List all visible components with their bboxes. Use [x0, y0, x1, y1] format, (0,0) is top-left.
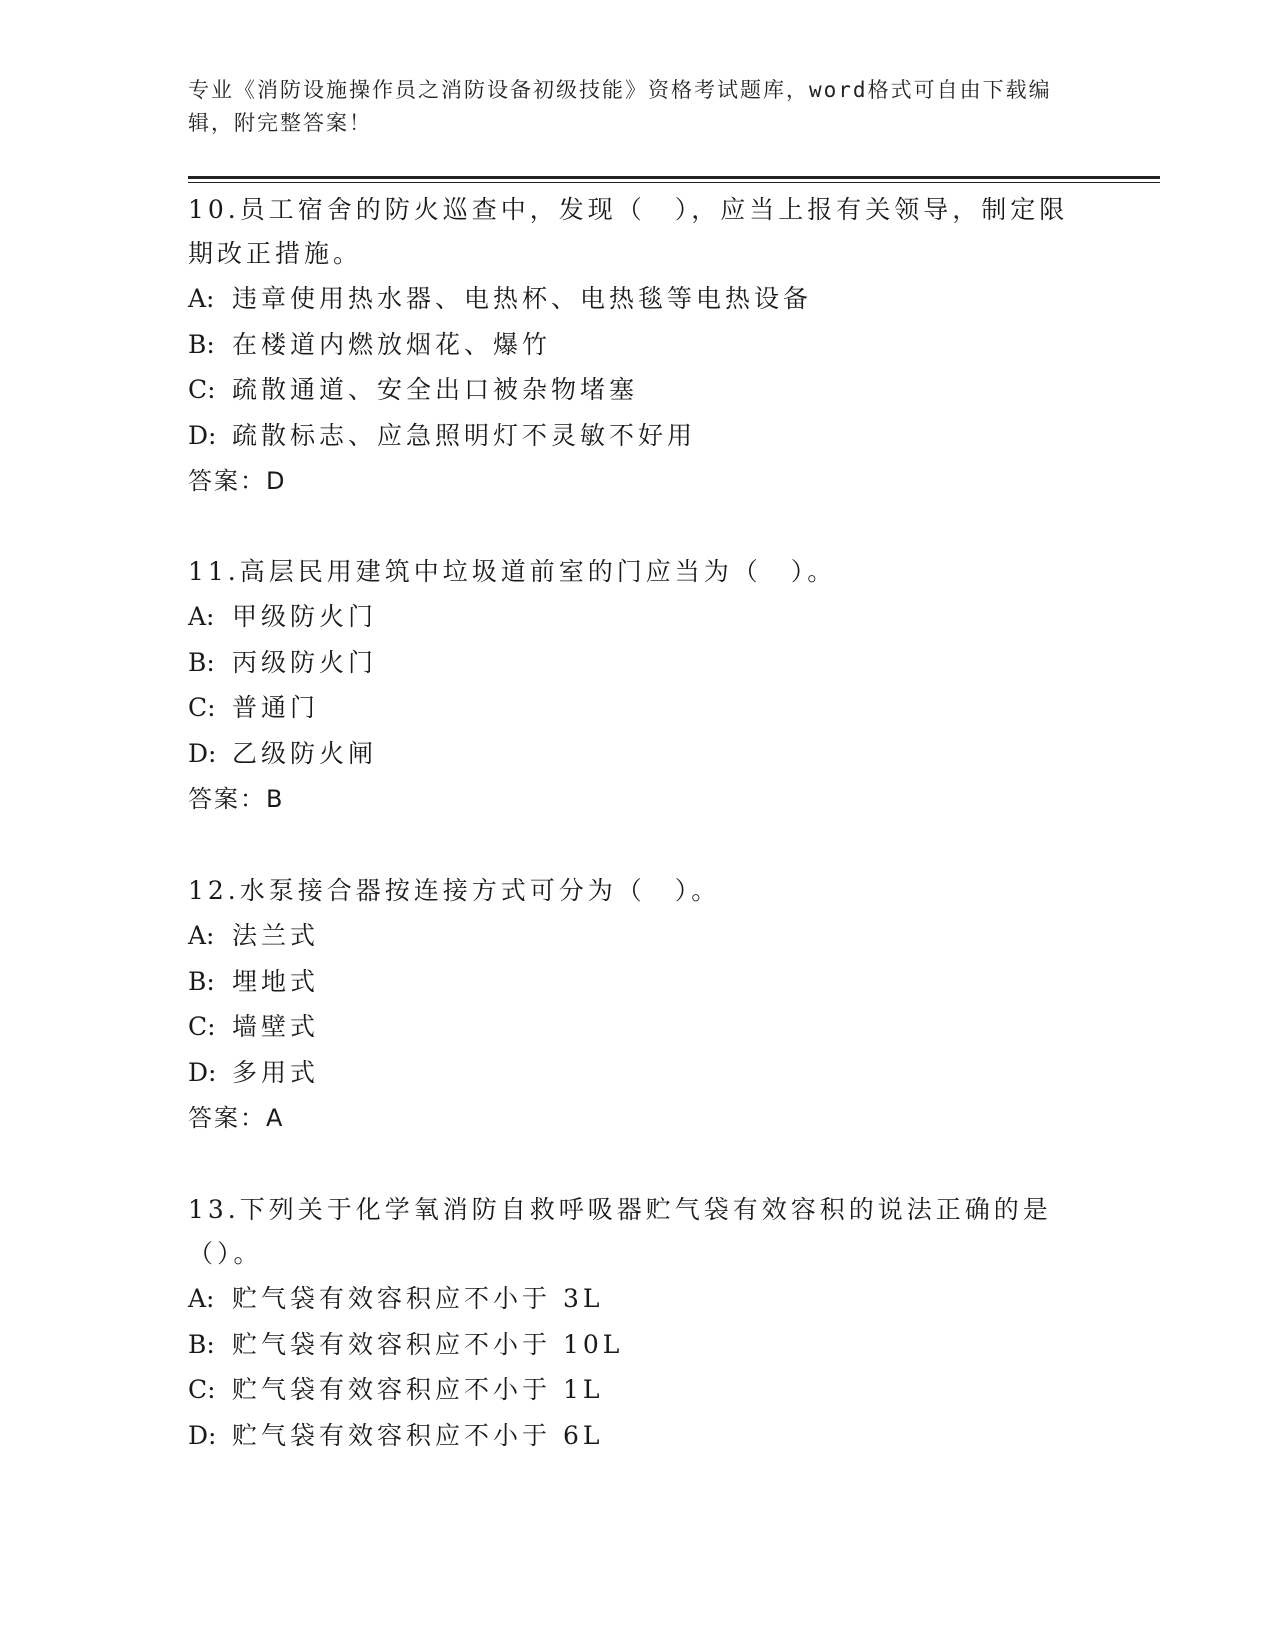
option-b: [188, 1322, 1088, 1368]
question-stem: 12.水泵接合器按连接方式可分为（ ）。: [188, 876, 721, 905]
question-11: [188, 550, 1088, 822]
option-letter: C:: [188, 1012, 216, 1041]
option-a: [188, 276, 1088, 322]
header-divider-thin: [188, 182, 1160, 183]
option-d: [188, 731, 1088, 777]
document-header: 专业《消防设施操作员之消防设备初级技能》资格考试题库，word格式可自由下载编辑，附完整答案！: [188, 78, 1052, 135]
option-letter: B:: [188, 647, 215, 677]
option-letter: C:: [188, 1375, 216, 1404]
option-d: [188, 1413, 1088, 1459]
option-letter: D:: [188, 738, 217, 768]
answer: 答案：A: [188, 1104, 285, 1132]
header-divider-thick: [188, 176, 1160, 179]
option-text: 贮气袋有效容积应不小于 10L: [232, 1329, 624, 1359]
option-letter: A:: [188, 921, 215, 950]
option-a: [188, 913, 1088, 959]
option-text: 丙级防火门: [232, 647, 378, 677]
option-c: [188, 685, 1088, 731]
option-c: [188, 1004, 1088, 1050]
option-text: 贮气袋有效容积应不小于 3L: [232, 1284, 604, 1313]
option-c: [188, 1367, 1088, 1413]
option-c: [188, 367, 1088, 413]
option-letter: A:: [188, 602, 215, 631]
option-letter: C:: [188, 375, 216, 404]
option-b: [188, 959, 1088, 1005]
option-text: 乙级防火闸: [232, 738, 378, 768]
question-10: [188, 188, 1088, 504]
option-letter: B:: [188, 329, 215, 359]
question-stem: 11.高层民用建筑中垃圾道前室的门应当为（ ）。: [188, 557, 837, 586]
option-text: 法兰式: [232, 921, 320, 950]
option-text: 贮气袋有效容积应不小于 1L: [232, 1375, 604, 1404]
option-letter: B:: [188, 966, 215, 996]
option-letter: D:: [188, 1420, 217, 1450]
option-a: [188, 594, 1088, 640]
option-a: [188, 1276, 1088, 1322]
option-text: 普通门: [232, 693, 320, 722]
option-d: [188, 1050, 1088, 1096]
option-text: 疏散标志、应急照明灯不灵敏不好用: [232, 420, 697, 450]
option-d: [188, 413, 1088, 459]
option-letter: D:: [188, 420, 217, 450]
option-text: 甲级防火门: [232, 602, 378, 631]
option-text: 多用式: [232, 1057, 320, 1087]
option-b: [188, 640, 1088, 686]
option-b: [188, 322, 1088, 368]
option-text: 墙壁式: [232, 1012, 320, 1041]
question-13: [188, 1188, 1088, 1458]
option-letter: D:: [188, 1057, 217, 1087]
option-text: 埋地式: [232, 966, 320, 996]
option-text: 贮气袋有效容积应不小于 6L: [232, 1420, 604, 1450]
question-stem: 10.员工宿舍的防火巡查中，发现（ ），应当上报有关领导，制定限期改正措施。: [188, 195, 1069, 268]
option-text: 疏散通道、安全出口被杂物堵塞: [232, 375, 639, 404]
option-text: 违章使用热水器、电热杯、电热毯等电热设备: [232, 284, 813, 313]
option-text: 在楼道内燃放烟花、爆竹: [232, 329, 552, 359]
option-letter: A:: [188, 284, 215, 313]
option-letter: C:: [188, 693, 216, 722]
question-stem: 13.下列关于化学氧消防自救呼吸器贮气袋有效容积的说法正确的是（）。: [188, 1195, 1052, 1268]
answer: 答案：D: [188, 467, 287, 495]
option-letter: B:: [188, 1329, 215, 1359]
answer: 答案：B: [188, 785, 285, 813]
question-12: [188, 869, 1088, 1141]
option-letter: A:: [188, 1284, 215, 1313]
